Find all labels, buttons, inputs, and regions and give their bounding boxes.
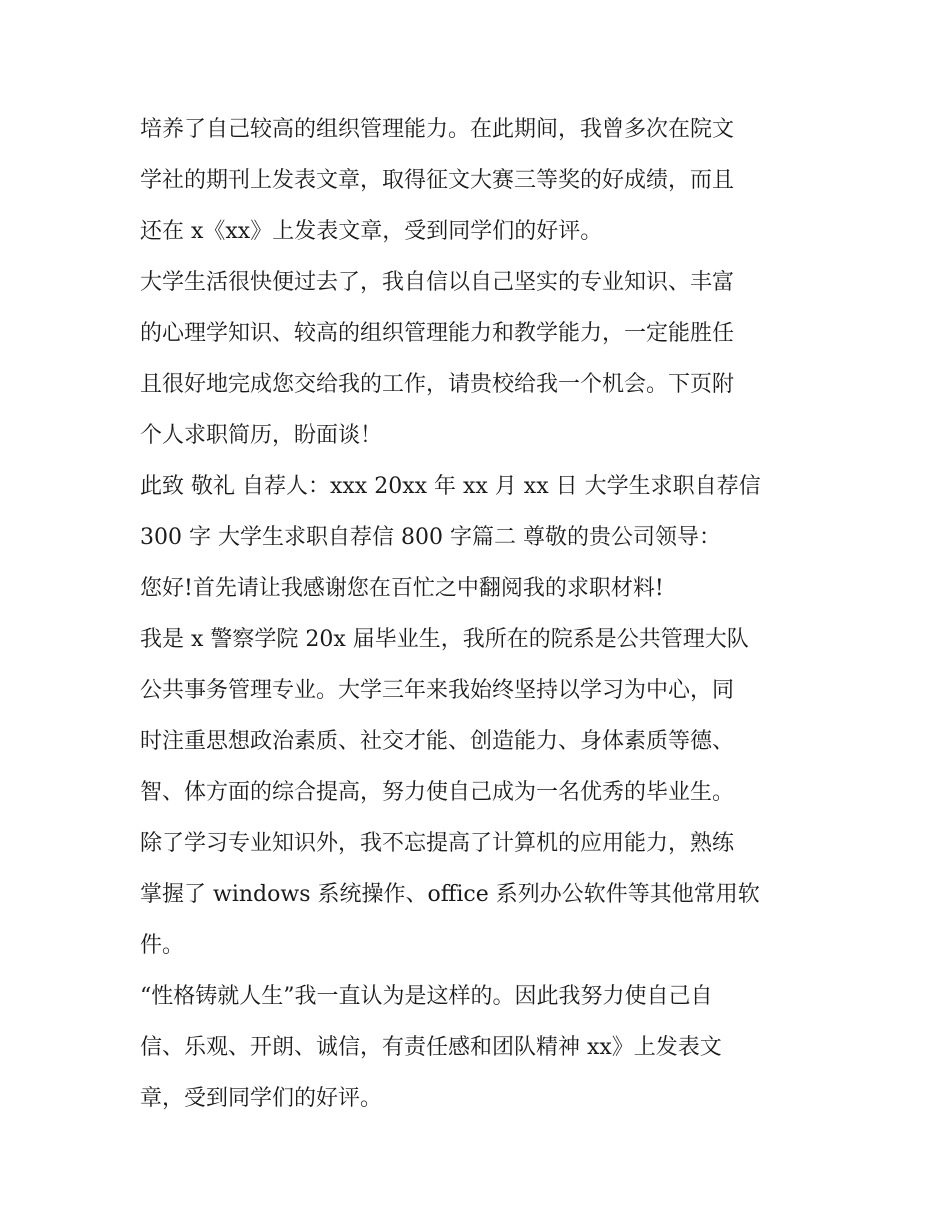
text-line: 学社的期刊上发表文章，取得征文大赛三等奖的好成绩，而且 [140,168,735,193]
text-line: 个人求职简历，盼面谈！ [140,423,383,448]
text-line: 掌握了 windows 系统操作、office 系列办公软件等其他常用软 [140,882,760,907]
text-line: 300 字 大学生求职自荐信 800 字篇二 尊敬的贵公司领导： [140,525,721,550]
text-line: 您好!首先请让我感谢您在百忙之中翻阅我的求职材料! [140,576,664,601]
text-line: 培养了自己较高的组织管理能力。在此期间，我曾多次在院文 [140,117,735,142]
text-line: 公共事务管理专业。大学三年来我始终坚持以学习为中心，同 [140,678,735,703]
text-line: 还在 x《xx》上发表文章，受到同学们的好评。 [140,219,603,244]
text-line: “性格铸就人生”我一直认为是这样的。因此我努力使自己自 [140,984,713,1009]
text-line: 信、乐观、开朗、诚信，有责任感和团队精神 xx》上发表文 [140,1035,722,1060]
document-body [140,104,820,1124]
text-line: 大学生活很快便过去了，我自信以自己坚实的专业知识、丰富 [140,270,735,295]
text-line: 我是 x 警察学院 20x 届毕业生，我所在的院系是公共管理大队 [140,627,749,652]
text-line: 章，受到同学们的好评。 [140,1086,383,1111]
text-line: 的心理学知识、较高的组织管理能力和教学能力，一定能胜任 [140,321,735,346]
text-line: 此致 敬礼 自荐人：xxx 20xx 年 xx 月 xx 日 大学生求职自荐信 [140,474,761,499]
text-line: 智、体方面的综合提高，努力使自己成为一名优秀的毕业生。 [140,780,735,805]
text-line: 时注重思想政治素质、社交才能、创造能力、身体素质等德、 [140,729,735,754]
text-line: 且很好地完成您交给我的工作，请贵校给我一个机会。下页附 [140,372,735,397]
text-line: 除了学习专业知识外，我不忘提高了计算机的应用能力，熟练 [140,831,735,856]
text-line: 件。 [140,933,185,958]
